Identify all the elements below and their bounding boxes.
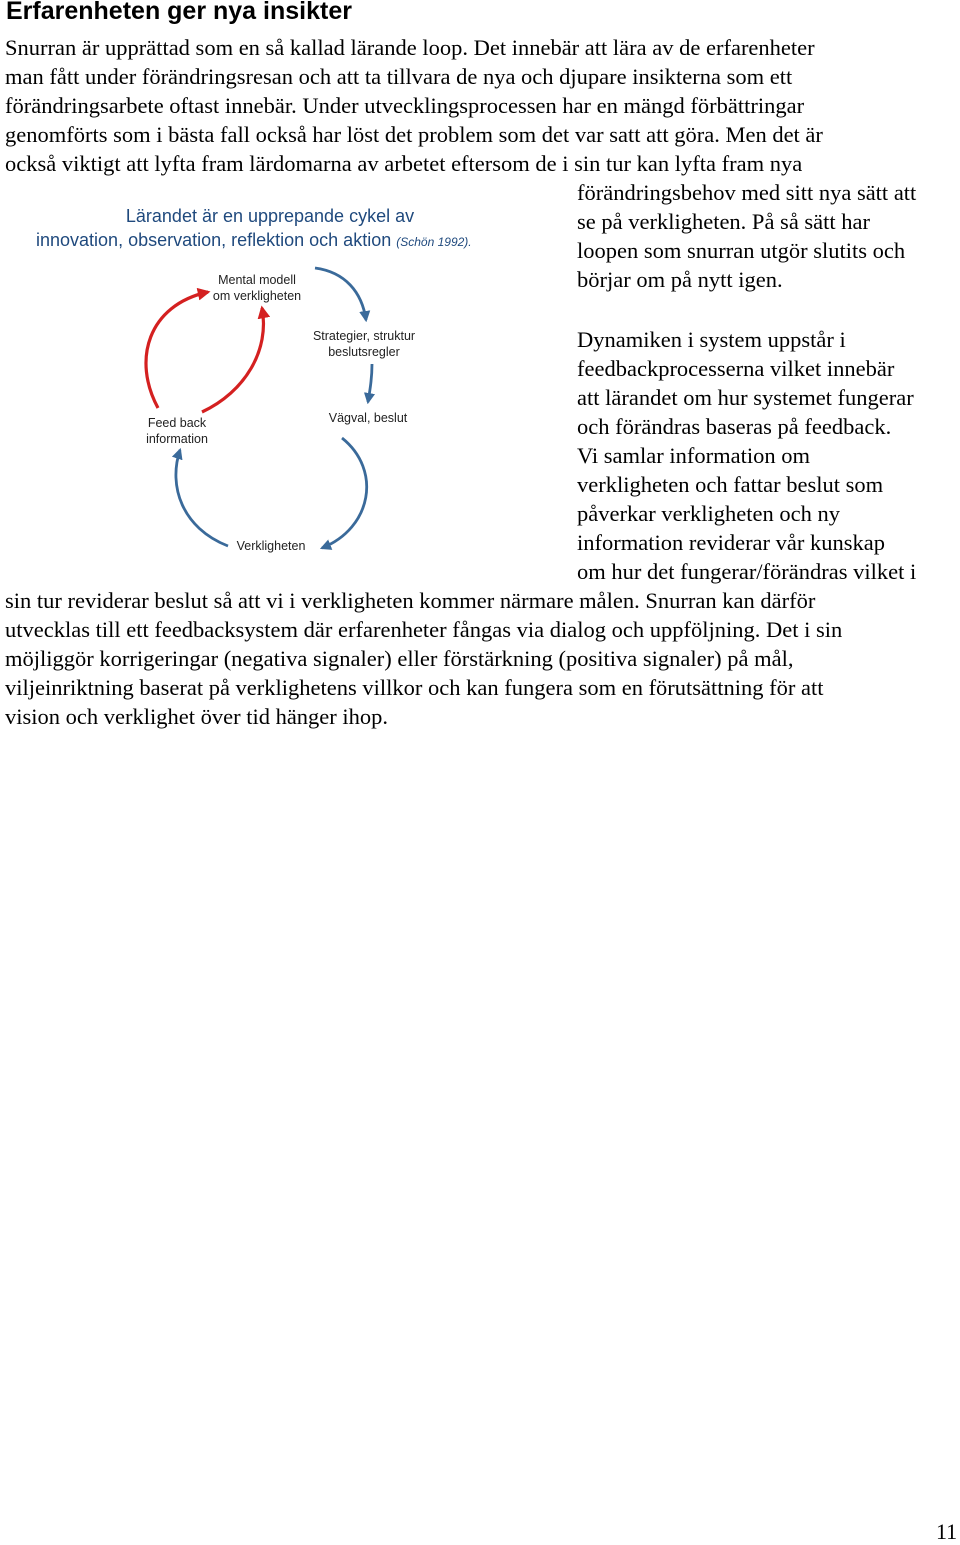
diagram-caption-line-2 xyxy=(36,228,472,254)
body-text-line: förändringsbehov med sitt nya sätt att xyxy=(577,180,917,205)
node-strategier xyxy=(300,328,428,360)
node-mental-modell-line: Mental modell xyxy=(218,273,296,287)
body-text-line: man fått under förändringsresan och att ta tillvara de nya och djupare insikterna som ett xyxy=(5,64,793,89)
body-text-line: om hur det fungerar/förändras vilket i xyxy=(577,559,917,584)
blue-arrow-vagval-to-verkligheten xyxy=(322,438,367,548)
diagram-citation: (Schön 1992). xyxy=(396,235,472,249)
body-text-line: att lärandet om hur systemet fungerar xyxy=(577,385,914,410)
blue-arrow-verkligheten-to-feedback xyxy=(176,450,228,546)
body-text-line: möjliggör korrigeringar (negativa signaler) eller förstärkning (positiva signaler) på mål, xyxy=(5,646,794,671)
body-text-line: feedbackprocesserna vilket innebär xyxy=(577,356,895,381)
body-text-line: vision och verklighet över tid hänger ihop. xyxy=(5,704,389,729)
diagram-caption: Lärandet är en upprepande cykel av xyxy=(125,206,415,226)
node-feedback-line: Feed back xyxy=(147,416,207,430)
body-text-line: se på verkligheten. På så sätt har xyxy=(577,209,871,234)
body-text-line: utvecklas till ett feedbacksystem där erfarenheter fångas via dialog och uppföljning. Det i sin xyxy=(5,617,843,642)
node-vagval xyxy=(316,410,420,426)
body-text-line: påverkar verkligheten och ny xyxy=(577,501,841,526)
node-verkligheten-line: Verkligheten xyxy=(236,539,306,553)
body-text-line: viljeinriktning baserat på verklighetens villkor och kan fungera som en förutsättning för att xyxy=(5,675,824,700)
body-text-line: verkligheten och fattar beslut som xyxy=(577,472,884,497)
page-number: 11 xyxy=(936,1519,958,1544)
blue-arrow-mental-to-strategier xyxy=(315,268,366,320)
body-text-line: Vi samlar information om xyxy=(577,443,810,468)
red-arrow-inner xyxy=(202,308,263,412)
node-feedback-line: information xyxy=(146,432,208,446)
body-text-line: Snurran är upprättad som en så kallad lärande loop. Det innebär att lära av de erfarenheter xyxy=(5,35,815,60)
body-text-line: börjar om på nytt igen. xyxy=(577,267,783,292)
node-mental-modell-line: om verkligheten xyxy=(212,289,302,303)
node-vagval-line: Vägval, beslut xyxy=(328,411,408,425)
node-feedback xyxy=(134,415,220,447)
body-text-line: också viktigt att lyfta fram lärdomarna av arbetet eftersom de i sin tur kan lyfta fram nya xyxy=(5,151,803,176)
blue-arrow-strategier-to-vagval xyxy=(368,364,372,402)
body-text-line: information reviderar vår kunskap xyxy=(577,530,886,555)
body-text-line: och förändras baseras på feedback. xyxy=(577,414,892,439)
node-mental-modell xyxy=(196,272,318,304)
red-arrow-outer xyxy=(146,292,208,408)
diagram-caption-text: innovation, observation, reflektion och aktion xyxy=(36,230,392,250)
node-strategier-line: Strategier, struktur xyxy=(312,329,416,343)
body-text-line: Dynamiken i system uppstår i xyxy=(577,327,846,352)
node-verkligheten xyxy=(226,538,316,554)
body-text-line: genomförts som i bästa fall också har löst det problem som det var satt att göra. Men det är xyxy=(5,122,823,147)
body-text-line: sin tur reviderar beslut så att vi i verkligheten kommer närmare målen. Snurran kan därför xyxy=(5,588,816,613)
body-text-line: förändringsarbete oftast innebär. Under utvecklingsprocessen har en mängd förbättringar xyxy=(5,93,805,118)
body-text-line: loopen som snurran utgör slutits och xyxy=(577,238,906,263)
section-heading: Erfarenheten ger nya insikter xyxy=(6,0,352,25)
node-strategier-line: beslutsregler xyxy=(328,345,400,359)
